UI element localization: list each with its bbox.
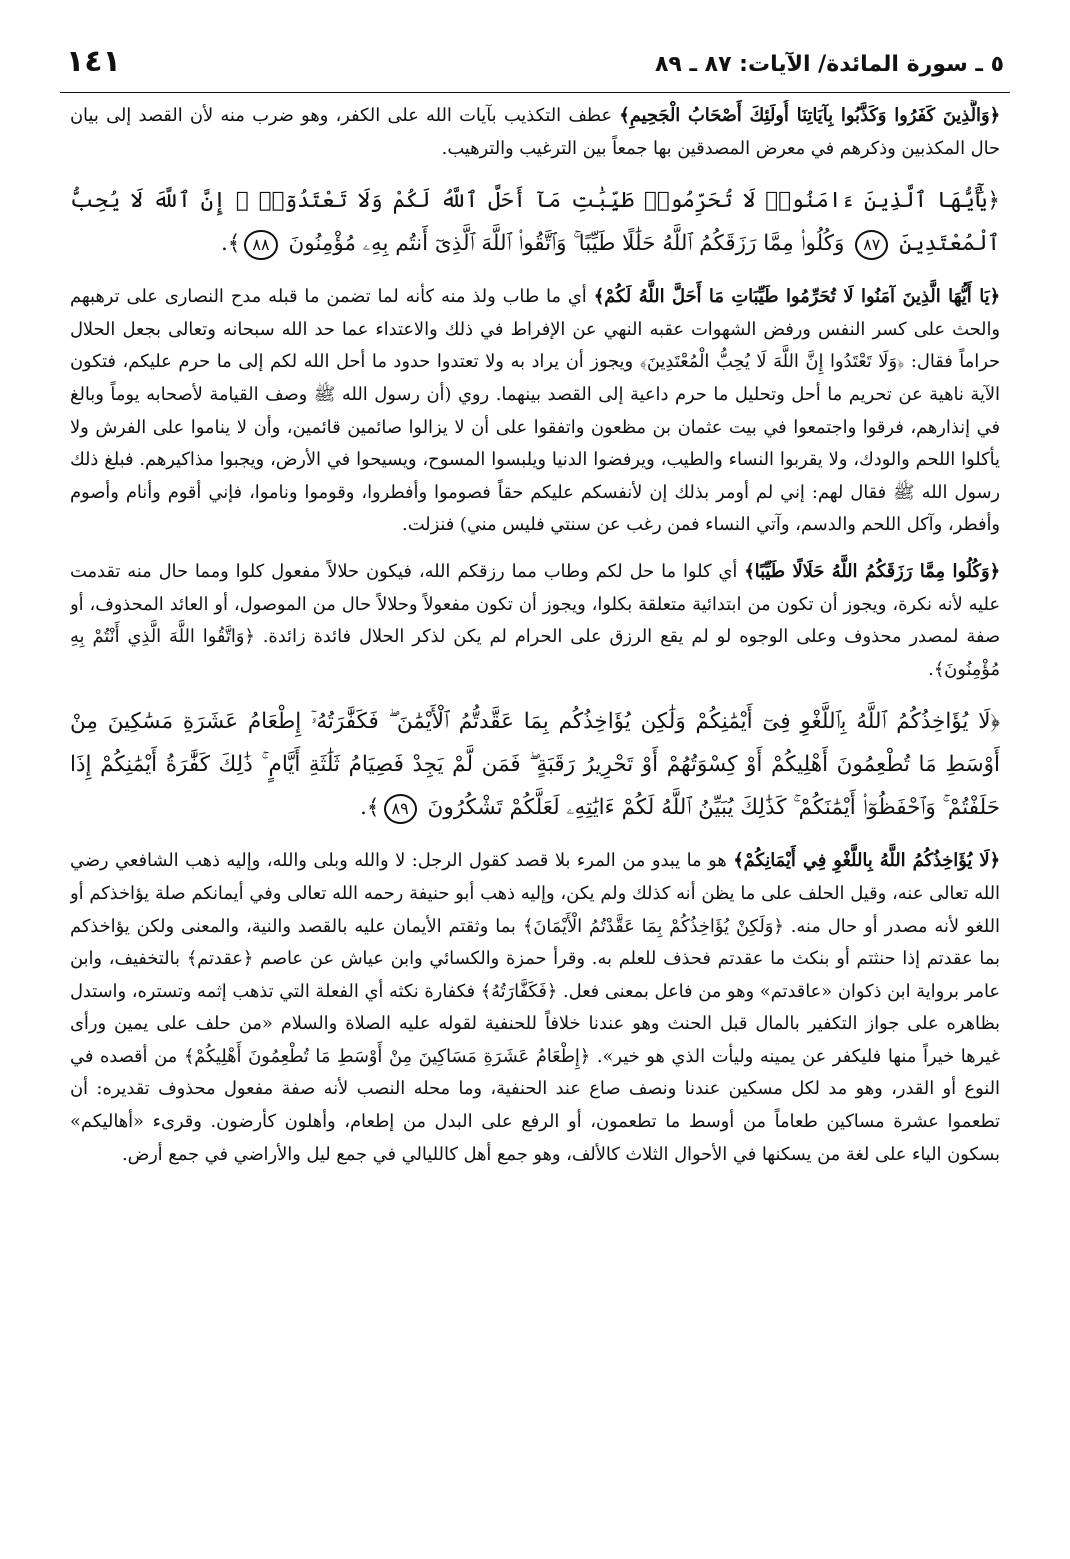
commentary-text: أي ما طاب ولذ منه كأنه لما تضمن ما قبله مدح النصارى على ترهبهم والحث على كسر النفس ورفض الشهوات عقبه النهي عن الإفراط في ذلك والاعتداء عما حد الله سبحانه وتعالى بجعل الحلال حراماً فقال: ﴿وَلَا تَعْتَدُوا إِنَّ اللَّهَ لَا يُحِبُّ الْمُعْتَدِينَ﴾ ويجوز أن يراد به ولا تعتدوا حدود ما أحل الله لكم إلى ما حرم عليكم، فتكون الآية ناهية عن تحريم ما أحل وتحليل ما حرم داعية إلى القصد بينهما. روي (أن رسول الله ﷺ وصف القيامة لأصحابه يوماً وبالغ في إنذارهم، فرقوا واجتمعوا في بيت عثمان بن مظعون واتفقوا على أن لا يزالوا صائمين قائمين، وأن لا يناموا على الفرش ولا يأكلوا اللحم والودك، ولا يقربوا النساء والطيب، ويرفضوا الدنيا ويلبسوا المسوح، ويسيحوا في الأرض، ويجبوا مذاكيرهم. فبلغ ذلك رسول الله ﷺ فقال لهم: إني لم أومر بذلك إن لأنفسكم عليكم حقاً فصوموا وأفطروا، وقوموا وناموا، فإني أقوم وأنام وأصوم وأفطر، وآكل اللحم والدسم، وآتي النساء فمن رغب عن سنتي فليس مني) فنزلت. bbox=[70, 286, 1000, 536]
ayah-number-marker: ٨٩ bbox=[384, 794, 417, 824]
page-body bbox=[70, 100, 1000, 1539]
verse-text: ﴿يَٰٓأَيُّهَا ٱلَّذِينَ ءَامَنُوا۟ لَا تُحَرِّمُوا۟ طَيِّبَٰتِ مَآ أَحَلَّ ٱللَّهُ لَكُمْ وَلَا تَعْتَدُوٓا۟ ۚ إِنَّ ٱللَّهَ لَا يُحِبُّ ٱلْمُعْتَدِينَ bbox=[70, 188, 1000, 257]
quran-quote: ﴿يَا أَيُّهَا الَّذِينَ آمَنُوا لَا تُحَرِّمُوا طَيِّبَاتِ مَا أَحَلَّ اللَّهُ لَكُمْ﴾ bbox=[593, 286, 1000, 308]
quran-quote: ﴿وَالَّذِينَ كَفَرُوا وَكَذَّبُوا بِآيَاتِنَا أُولَئِكَ أَصْحَابُ الْجَحِيمِ﴾ bbox=[619, 105, 1000, 126]
commentary-text: عطف التكذيب بآيات الله على الكفر، وهو ضرب منه لأن القصد إلى بيان حال المكذبين وذكرهم في معرض المصدقين بها جمعاً بين الترغيب والترهيب. bbox=[70, 105, 1000, 159]
commentary-paragraph bbox=[70, 100, 1000, 165]
commentary-paragraph bbox=[70, 845, 1000, 1171]
ayah-number-marker: ٨٨ bbox=[244, 230, 277, 260]
commentary-text: أي كلوا ما حل لكم وطاب مما رزقكم الله، فيكون حلالاً مفعول كلوا ومما حال منه تقدمت عليه لأنه نكرة، ويجوز أن تكون من ابتدائية متعلقة بكلوا، ويجوز أن تكون مفعولاً وحلالاً حال من الموصول، أو العائد المحذوف، أو صفة لمصدر محذوف وعلى الوجوه لو لم يقع الرزق على الحرام لم يكن لذكر الحلال فائدة زائدة. ﴿وَاتَّقُوا اللَّهَ الَّذِي أَنْتُمْ بِهِ مُؤْمِنُونَ﴾. bbox=[70, 560, 1000, 680]
commentary-paragraph bbox=[70, 281, 1000, 542]
verse-text: وَكُلُوا۟ مِمَّا رَزَقَكُمُ ٱللَّهُ حَلَٰلًا طَيِّبًا ۚ وَٱتَّقُوا۟ ٱللَّهَ ٱلَّذِىٓ أَنتُم بِهِۦ مُؤْمِنُونَ bbox=[288, 231, 845, 257]
quran-verse-block bbox=[70, 700, 1000, 829]
commentary-text: هو ما يبدو من المرء بلا قصد كقول الرجل: لا والله وبلى والله، وإليه ذهب الشافعي رضي الله تعالى عنه، وقيل الحلف على ما يظن أنه كذلك ولم يكن، وإليه ذهب أبو حنيفة رحمه الله تعالى وفي أيمانكم صلة يؤاخذكم أو اللغو لأنه مصدر أو حال منه. ﴿وَلَكِنْ يُؤَاخِذُكُمْ بِمَا عَقَّدْتُمُ الْأَيْمَانَ﴾ بما وثقتم الأيمان عليه بالقصد والنية، والمعنى ولكن يؤاخذكم بما عقدتم إذا حنثتم أو بنكث ما عقدتم فحذف للعلم به. وقرأ حمزة والكسائي وابن عياش عن عاصم ﴿عقدتم﴾ بالتخفيف، وابن عامر برواية ابن ذكوان «عاقدتم» وهو من فاعل بمعنى فعل. ﴿فَكَفَّارَتُهُ﴾ فكفارة نكثه أي الفعلة التي تذهب إثمه وتستره، واستدل بظاهره على جواز التكفير بالمال قبل الحنث وهو عندنا خلافاً للحنفية لقوله عليه الصلاة والسلام «من حلف على يمين ورأى غيرها خيراً منها فليكفر عن يمينه وليأت الذي هو خير». ﴿إِطْعَامُ عَشَرَةِ مَسَاكِينَ مِنْ أَوْسَطِ مَا تُطْعِمُونَ أَهْلِيكُمْ﴾ من أقصده في النوع أو القدر، وهو مد لكل مسكين عندنا ونصف صاع عند الحنفية، وما محله النصب لأنه صفة مفعول محذوف تقديره: أن تطعموا عشرة مساكين طعاماً من أوسط ما تطعمون، أو الرفع على البدل من إطعام، وأهلون كأرضون. وقرىء «أهاليكم» بسكون الياء على لغة من يسكنها في الأحوال الثلاث كالألف، وهو جمع أهل كالليالي في جمع ليل والأراضي في جمع أرض. bbox=[70, 850, 1000, 1165]
running-title: ٥ ـ سورة المائدة/ الآيات: ٨٧ ـ ٨٩ bbox=[654, 52, 1004, 77]
verse-end: ﴾. bbox=[360, 795, 380, 821]
ayah-number-marker: ٨٧ bbox=[855, 230, 888, 260]
quran-quote: ﴿وَكُلُوا مِمَّا رَزَقَكُمُ اللَّهُ حَلَالًا طَيِّبًا﴾ bbox=[744, 560, 1000, 582]
header-rule bbox=[60, 92, 1010, 93]
page-header bbox=[66, 40, 1004, 90]
page-number: ١٤١ bbox=[66, 44, 121, 79]
quran-quote: ﴿لَا يُؤَاخِذُكُمُ اللَّهُ بِاللَّغْوِ فِي أَيْمَانِكُمْ﴾ bbox=[733, 850, 1000, 872]
verse-text: ﴿لَا يُؤَاخِذُكُمُ ٱللَّهُ بِٱللَّغْوِ فِىٓ أَيْمَٰنِكُمْ وَلَٰكِن يُؤَاخِذُكُم بِمَا عَقَّدتُّمُ ٱلْأَيْمَٰنَ ۖ فَكَفَّٰرَتُهُۥٓ إِطْعَامُ عَشَرَةِ مَسَٰكِينَ مِنْ أَوْسَطِ مَا تُطْعِمُونَ أَهْلِيكُمْ أَوْ كِسْوَتُهُمْ أَوْ تَحْرِيرُ رَقَبَةٍ ۖ فَمَن لَّمْ يَجِدْ فَصِيَامُ ثَلَٰثَةِ أَيَّامٍ ۚ ذَٰلِكَ كَفَّٰرَةُ أَيْمَٰنِكُمْ إِذَا حَلَفْتُمْ ۚ وَٱحْفَظُوٓا۟ أَيْمَٰنَكُمْ ۚ كَذَٰلِكَ يُبَيِّنُ ٱللَّهُ لَكُمْ ءَايَٰتِهِۦ لَعَلَّكُمْ تَشْكُرُونَ bbox=[70, 709, 1000, 821]
verse-end: ﴾. bbox=[220, 231, 241, 257]
quran-verse-block bbox=[70, 179, 1000, 265]
commentary-paragraph bbox=[70, 556, 1000, 686]
